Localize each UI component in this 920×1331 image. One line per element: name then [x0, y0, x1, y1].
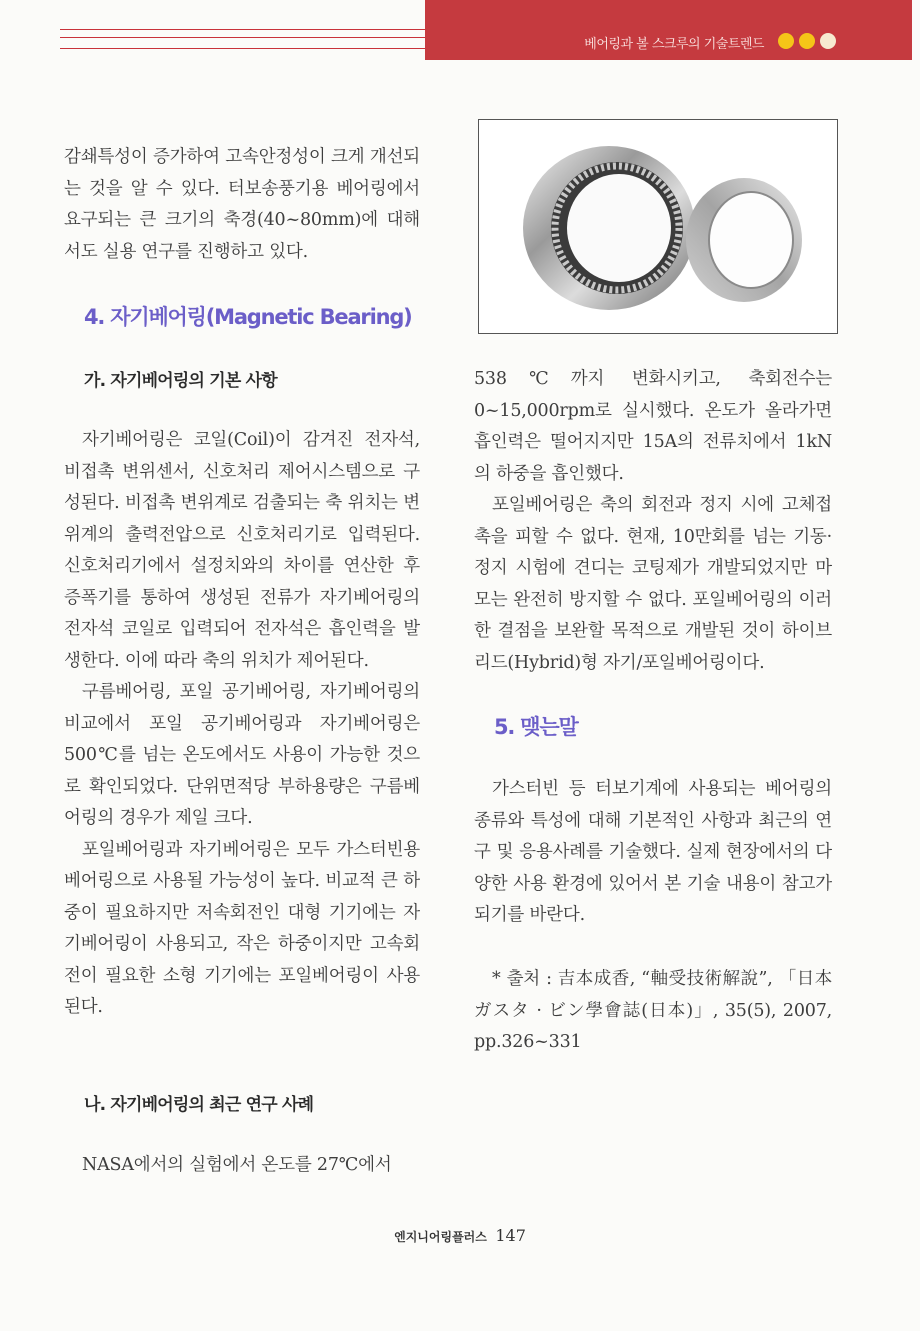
page-footer: [0, 1226, 920, 1245]
sub-a-title: 가. 자기베어링의 기본 사항: [84, 371, 277, 391]
sub-a-body: [64, 425, 420, 1024]
conclusion-body: [474, 774, 832, 932]
right-paragraph-1: 538℃까지 변화시키고, 축회전수는 0~15,000rpm로 실시했다. 온도가 올라가면 흡인력은 떨어지지만 15A의 전류치에서 1kN의 하중을 흡인했다.: [474, 369, 832, 484]
sub-b-title: 나. 자기베어링의 최근 연구 사례: [84, 1095, 314, 1115]
sub-a-paragraph-1: 자기베어링은 코일(Coil)이 감겨진 전자석, 비접촉 변위센서, 신호처리 제어시스템으로 구성된다. 비접촉 변위계로 검출되는 축 위치는 변위계의 출력전압으로 신호처리기로 입력된다. 신호처리기에서 설정치와의 차이를 연산한 후 증폭기를 통하여 생성된 전류가 자기베어링의 전자석 코일로 입력되어 전자석은 흡인력을 발생한다. 이에 따라 축의 위치가 제어된다.: [64, 430, 420, 671]
section5-title: 5. 맺는말: [494, 715, 578, 739]
header-dot-3: [820, 33, 836, 49]
conclusion-paragraph: 가스터빈 등 터보기계에 사용되는 베어링의 종류와 특성에 대해 기본적인 사항과 최근의 연구 및 응용사례를 기술했다. 실제 현장에서의 다양한 사용 환경에 있어서 본 기술 내용이 참고가 되기를 바란다.: [474, 779, 832, 925]
left-column: [64, 142, 420, 268]
source-note-block: [474, 964, 832, 1059]
bore: [567, 174, 671, 282]
header-dot-1: [778, 33, 794, 49]
right-column: [474, 364, 832, 679]
header-band: [425, 0, 912, 60]
inner-ring-bore: [709, 192, 793, 288]
right-paragraph-2: 포일베어링은 축의 회전과 정지 시에 고체접촉을 피할 수 없다. 현재, 10만회를 넘는 기동·정지 시험에 견디는 코팅제가 개발되었지만 마모는 완전히 방지할 수 없다. 포일베어링의 이러한 결점을 보완할 목적으로 개발된 것이 하이브리드(Hybrid)형 자기/포일베어링이다.: [474, 495, 832, 673]
header-rule-bottom: [60, 48, 425, 49]
header-rule-mid: [60, 37, 425, 38]
sub-a-paragraph-3: 포일베어링과 자기베어링은 모두 가스터빈용 베어링으로 사용될 가능성이 높다. 비교적 큰 하중이 필요하지만 저속회전인 대형 기기에는 자기베어링이 사용되고, 작은 하중이지만 고속회전이 필요한 소형 기기에는 포일베어링이 사용된다.: [64, 839, 420, 1017]
section4-title: 4. 자기베어링(Magnetic Bearing): [84, 305, 412, 329]
header-rule-top: [60, 29, 425, 30]
intro-paragraph: 감쇄특성이 증가하여 고속안정성이 크게 개선되는 것을 알 수 있다. 터보송풍기용 베어링에서 요구되는 큰 크기의 축경(40~80mm)에 대해서도 실용 연구를 진행하고 있다.: [64, 147, 420, 262]
page-number: 147: [495, 1226, 526, 1245]
header-dot-2: [799, 33, 815, 49]
sub-b-body: [64, 1150, 420, 1182]
sub-a-paragraph-2: 구름베어링, 포일 공기베어링, 자기베어링의 비교에서 포일 공기베어링과 자기베어링은 500℃를 넘는 온도에서도 사용이 가능한 것으로 확인되었다. 단위면적당 부하용량은 구름베어링의 경우가 제일 크다.: [64, 682, 420, 828]
bearing-illustration: [479, 120, 837, 333]
publication-name: 엔지니어링플러스: [394, 1230, 487, 1244]
bearing-photo: [478, 119, 838, 334]
running-title: 베어링과 볼 스크루의 기술트렌드: [584, 37, 764, 52]
sub-b-paragraph: NASA에서의 실험에서 온도를 27℃에서: [82, 1155, 392, 1175]
source-note: * 출처 : 吉本成香, “軸受技術解說”, 「日本ガスタ · ビン學會誌(日本)」, 35(5), 2007, pp.326~331: [474, 969, 832, 1052]
